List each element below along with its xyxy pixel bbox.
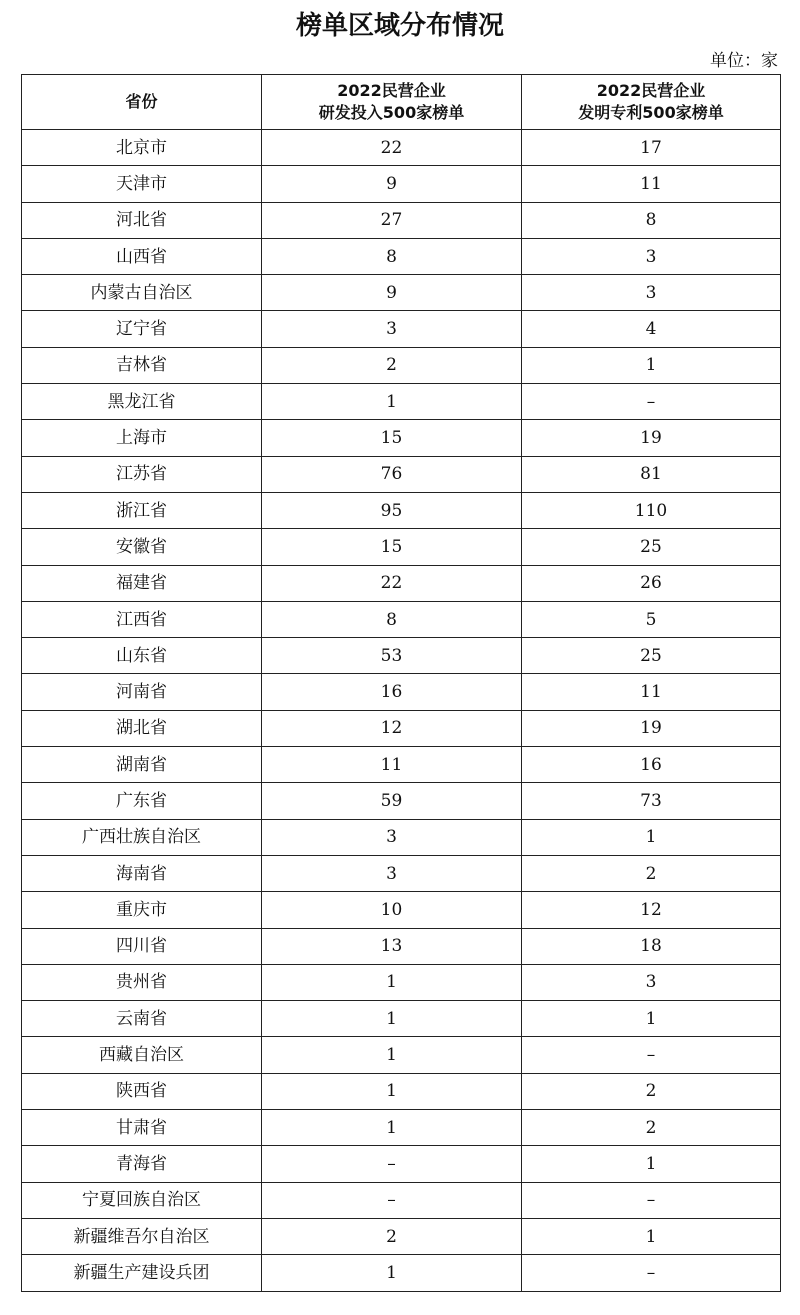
cell-rd-count: 95 (262, 492, 522, 528)
cell-patent-count: 18 (522, 928, 781, 964)
cell-rd-count: 9 (262, 275, 522, 311)
cell-patent-count: – (522, 384, 781, 420)
cell-rd-count: – (262, 1182, 522, 1218)
table-row (22, 1218, 781, 1254)
cell-rd-count: 12 (262, 710, 522, 746)
cell-province: 云南省 (22, 1001, 262, 1037)
cell-province: 福建省 (22, 565, 262, 601)
header-rd-line2: 研发投入500家榜单 (318, 103, 465, 122)
cell-province: 陕西省 (22, 1073, 262, 1109)
cell-rd-count: 9 (262, 166, 522, 202)
table-row (22, 964, 781, 1000)
table-row (22, 1255, 781, 1291)
cell-patent-count: 26 (522, 565, 781, 601)
cell-province: 北京市 (22, 130, 262, 166)
table-row (22, 1001, 781, 1037)
cell-province: 天津市 (22, 166, 262, 202)
cell-patent-count: 11 (522, 674, 781, 710)
cell-rd-count: 8 (262, 238, 522, 274)
cell-province: 内蒙古自治区 (22, 275, 262, 311)
cell-patent-count: – (522, 1037, 781, 1073)
cell-province: 新疆维吾尔自治区 (22, 1218, 262, 1254)
cell-province: 辽宁省 (22, 311, 262, 347)
table-row (22, 892, 781, 928)
cell-patent-count: 2 (522, 1110, 781, 1146)
cell-rd-count: 3 (262, 819, 522, 855)
cell-rd-count: 2 (262, 347, 522, 383)
cell-rd-count: 1 (262, 1001, 522, 1037)
cell-province: 宁夏回族自治区 (22, 1182, 262, 1218)
cell-patent-count: 4 (522, 311, 781, 347)
table-row (22, 1182, 781, 1218)
table-row (22, 638, 781, 674)
cell-province: 浙江省 (22, 492, 262, 528)
cell-rd-count: 13 (262, 928, 522, 964)
cell-province: 甘肃省 (22, 1110, 262, 1146)
cell-patent-count: 3 (522, 964, 781, 1000)
header-invention-patent (522, 75, 781, 130)
cell-rd-count: 76 (262, 456, 522, 492)
header-rd-investment (262, 75, 522, 130)
cell-patent-count: 81 (522, 456, 781, 492)
table-row (22, 347, 781, 383)
header-rd-line1: 2022民营企业 (337, 81, 446, 100)
cell-rd-count: 1 (262, 1255, 522, 1291)
cell-patent-count: 1 (522, 1001, 781, 1037)
cell-rd-count: 11 (262, 747, 522, 783)
cell-rd-count: 15 (262, 529, 522, 565)
cell-rd-count: 59 (262, 783, 522, 819)
header-province: 省份 (22, 75, 262, 130)
cell-patent-count: 25 (522, 638, 781, 674)
cell-rd-count: – (262, 1146, 522, 1182)
table-row (22, 384, 781, 420)
cell-province: 山东省 (22, 638, 262, 674)
region-table (21, 74, 781, 1292)
cell-patent-count: 73 (522, 783, 781, 819)
cell-patent-count: 8 (522, 202, 781, 238)
cell-patent-count: – (522, 1182, 781, 1218)
cell-province: 四川省 (22, 928, 262, 964)
table-row (22, 1110, 781, 1146)
table-row (22, 456, 781, 492)
cell-patent-count: 110 (522, 492, 781, 528)
cell-province: 海南省 (22, 855, 262, 891)
cell-rd-count: 1 (262, 1110, 522, 1146)
table-row (22, 1037, 781, 1073)
table-row (22, 311, 781, 347)
table-row (22, 928, 781, 964)
table-row (22, 529, 781, 565)
table-row (22, 819, 781, 855)
header-patent-line1: 2022民营企业 (596, 81, 706, 100)
table-row (22, 783, 781, 819)
cell-rd-count: 1 (262, 1073, 522, 1109)
cell-patent-count: 1 (522, 1146, 781, 1182)
cell-rd-count: 53 (262, 638, 522, 674)
cell-rd-count: 22 (262, 130, 522, 166)
cell-patent-count: 11 (522, 166, 781, 202)
page-title: 榜单区域分布情况 (295, 11, 504, 41)
cell-rd-count: 27 (262, 202, 522, 238)
cell-patent-count: 3 (522, 275, 781, 311)
cell-province: 湖南省 (22, 747, 262, 783)
cell-rd-count: 16 (262, 674, 522, 710)
table-row (22, 420, 781, 456)
cell-province: 黑龙江省 (22, 384, 262, 420)
cell-rd-count: 22 (262, 565, 522, 601)
cell-patent-count: 19 (522, 420, 781, 456)
table-row (22, 674, 781, 710)
cell-province: 广东省 (22, 783, 262, 819)
table-row (22, 238, 781, 274)
cell-rd-count: 15 (262, 420, 522, 456)
cell-province: 西藏自治区 (22, 1037, 262, 1073)
table-row (22, 855, 781, 891)
cell-province: 广西壮族自治区 (22, 819, 262, 855)
cell-province: 新疆生产建设兵团 (22, 1255, 262, 1291)
cell-patent-count: 3 (522, 238, 781, 274)
cell-rd-count: 10 (262, 892, 522, 928)
cell-patent-count: 25 (522, 529, 781, 565)
cell-rd-count: 1 (262, 1037, 522, 1073)
cell-rd-count: 2 (262, 1218, 522, 1254)
cell-province: 山西省 (22, 238, 262, 274)
cell-patent-count: 12 (522, 892, 781, 928)
cell-province: 河北省 (22, 202, 262, 238)
cell-patent-count: 16 (522, 747, 781, 783)
cell-patent-count: 2 (522, 1073, 781, 1109)
table-row (22, 166, 781, 202)
table-row (22, 492, 781, 528)
cell-province: 重庆市 (22, 892, 262, 928)
cell-patent-count: 1 (522, 819, 781, 855)
cell-patent-count: 1 (522, 1218, 781, 1254)
table-row (22, 565, 781, 601)
cell-province: 青海省 (22, 1146, 262, 1182)
cell-province: 上海市 (22, 420, 262, 456)
table-row (22, 601, 781, 637)
cell-rd-count: 1 (262, 964, 522, 1000)
table-row (22, 747, 781, 783)
cell-province: 安徽省 (22, 529, 262, 565)
table-row (22, 202, 781, 238)
cell-rd-count: 1 (262, 384, 522, 420)
cell-patent-count: 1 (522, 347, 781, 383)
table-header-row (22, 75, 781, 130)
table-row (22, 275, 781, 311)
cell-rd-count: 8 (262, 601, 522, 637)
cell-rd-count: 3 (262, 855, 522, 891)
cell-province: 吉林省 (22, 347, 262, 383)
cell-patent-count: 2 (522, 855, 781, 891)
cell-patent-count: – (522, 1255, 781, 1291)
table-row (22, 130, 781, 166)
unit-label: 单位：家 (710, 51, 778, 71)
cell-patent-count: 17 (522, 130, 781, 166)
cell-province: 贵州省 (22, 964, 262, 1000)
cell-patent-count: 5 (522, 601, 781, 637)
cell-province: 江苏省 (22, 456, 262, 492)
table-row (22, 1073, 781, 1109)
cell-province: 河南省 (22, 674, 262, 710)
cell-province: 江西省 (22, 601, 262, 637)
table-row (22, 1146, 781, 1182)
cell-province: 湖北省 (22, 710, 262, 746)
table-row (22, 710, 781, 746)
cell-patent-count: 19 (522, 710, 781, 746)
cell-rd-count: 3 (262, 311, 522, 347)
header-patent-line2: 发明专利500家榜单 (578, 103, 724, 122)
